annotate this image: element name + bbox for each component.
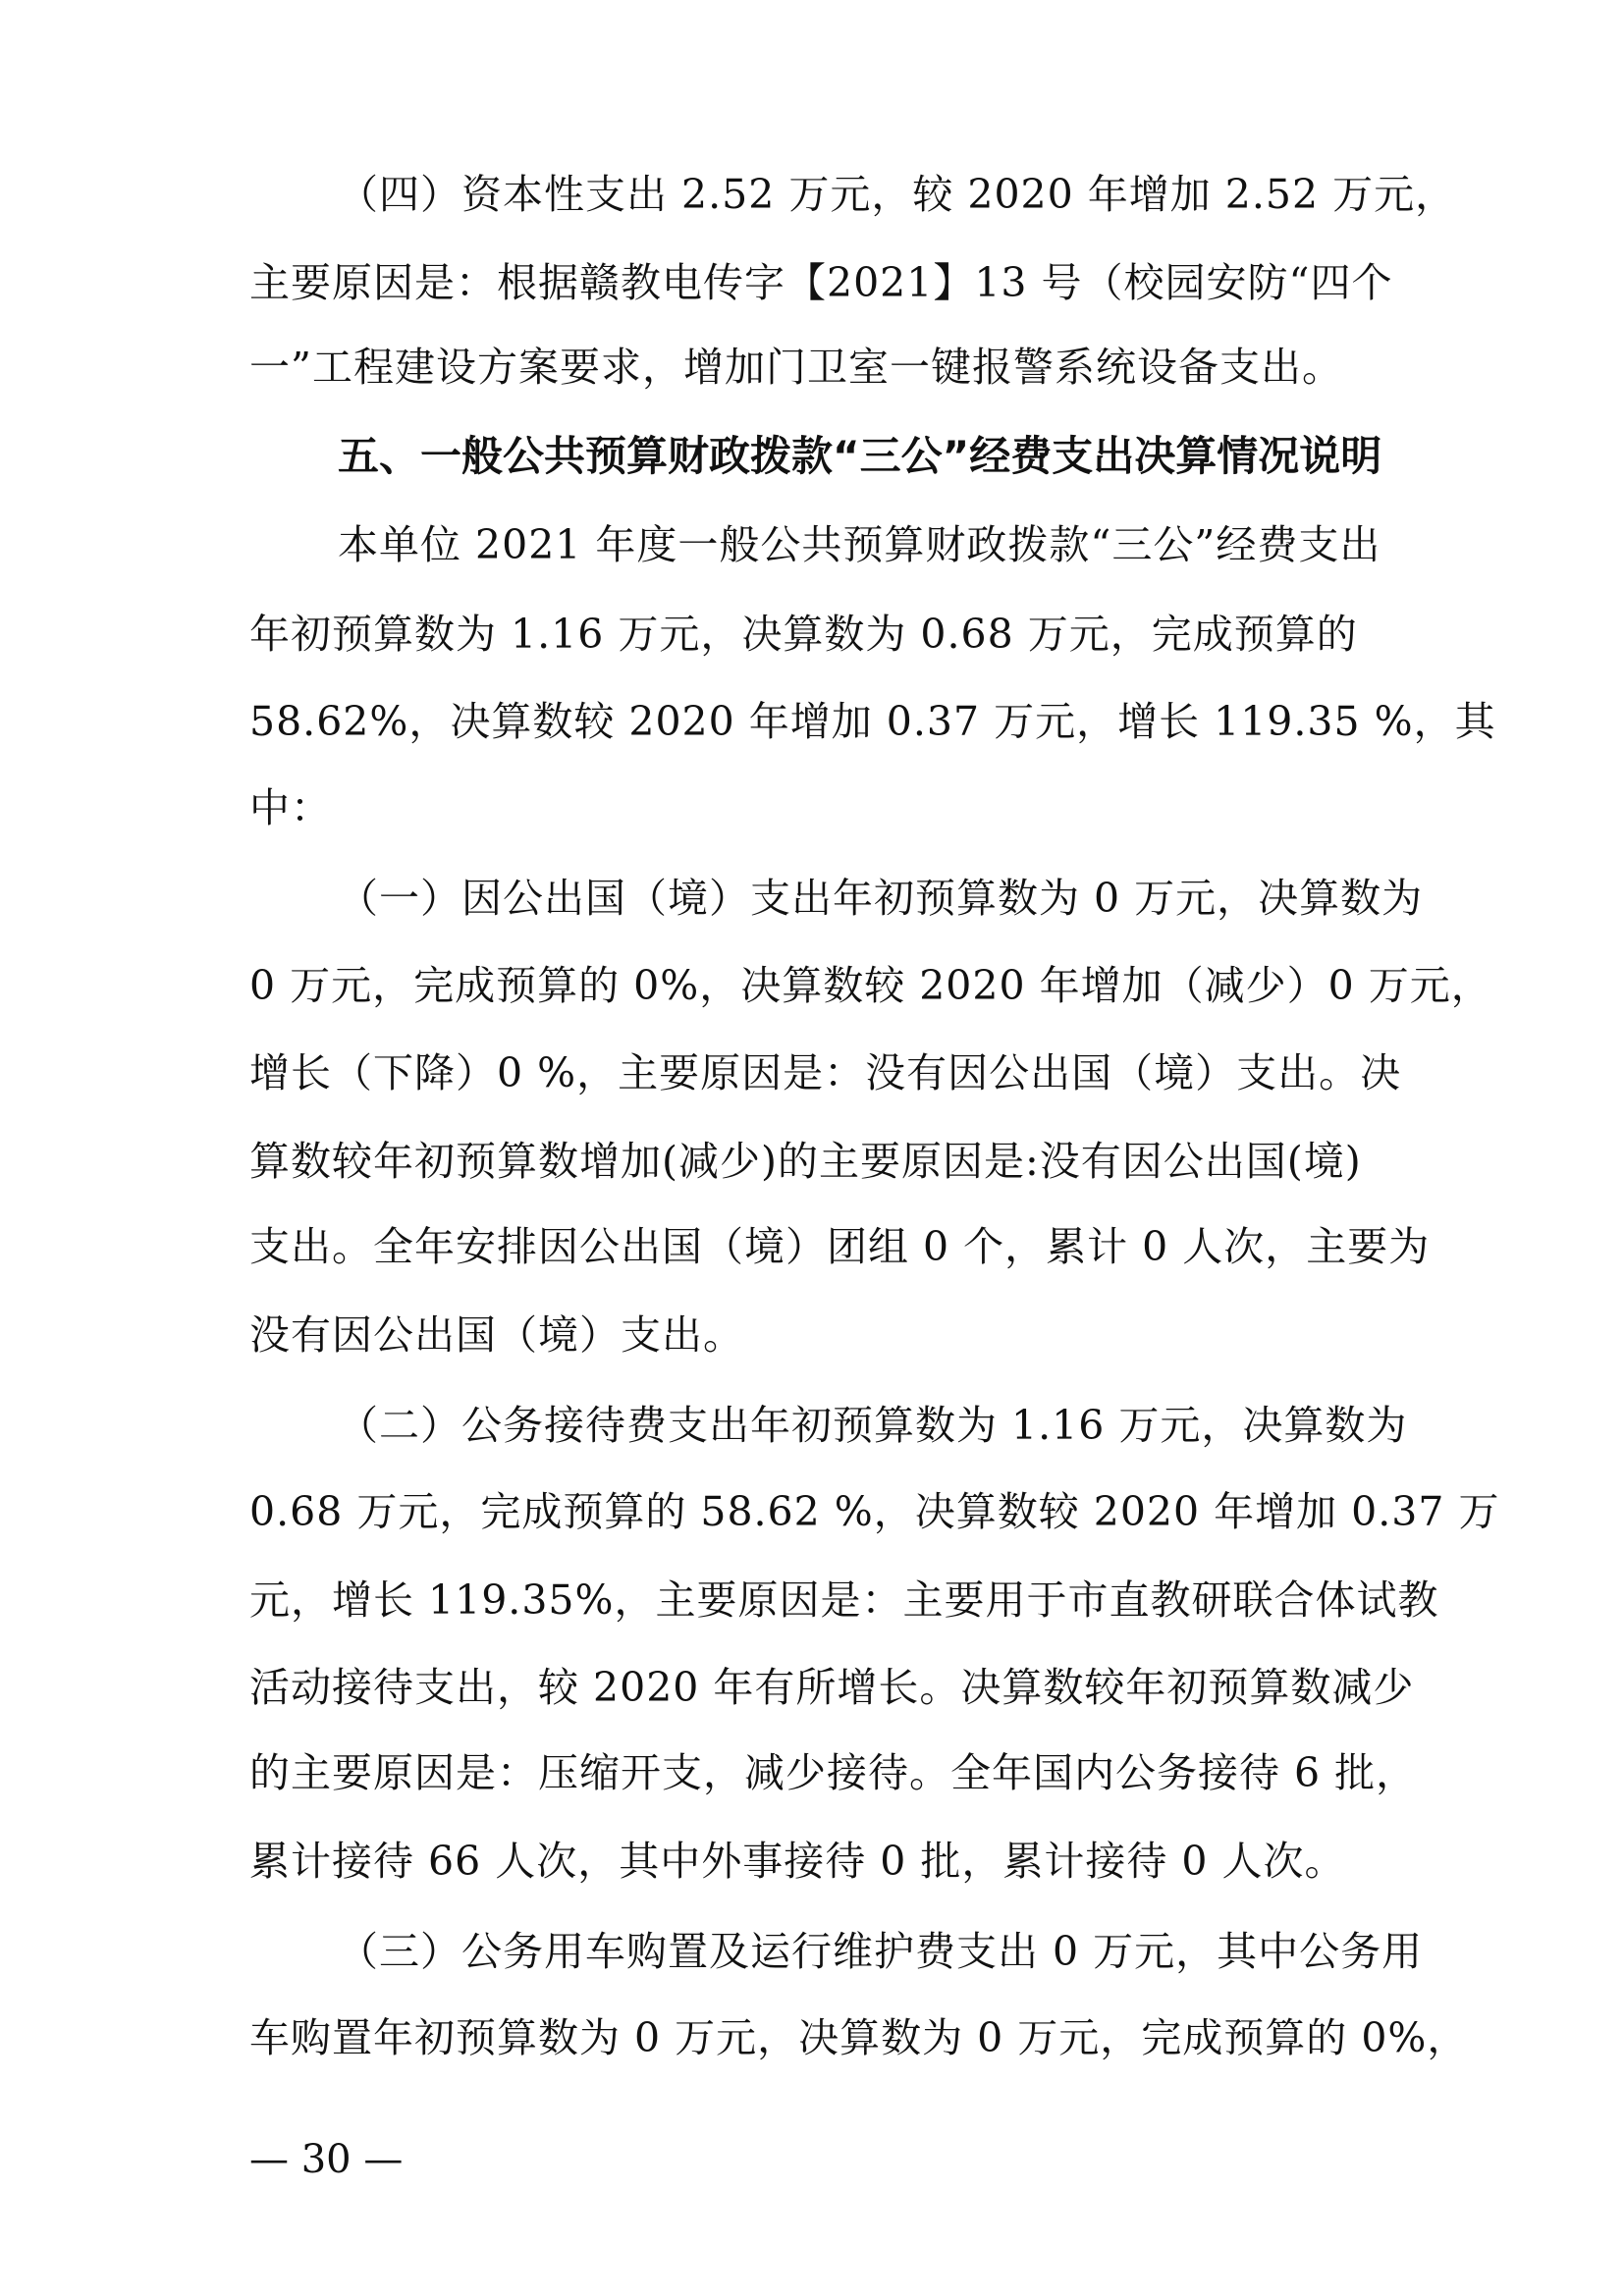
text-line: 0.68 万元，完成预算的 58.62 %，决算数较 2020 年增加 0.37 万 (249, 1488, 1500, 1535)
text-line: 本单位 2021 年度一般公共预算财政拨款“三公”经费支出 (338, 521, 1381, 568)
text-line: （四）资本性支出 2.52 万元，较 2020 年增加 2.52 万元， (338, 171, 1457, 218)
text-line: 算数较年初预算数增加(减少)的主要原因是:没有因公出国(境) (249, 1138, 1362, 1185)
text-line: 的主要原因是：压缩开支，减少接待。全年国内公务接待 6 批， (249, 1749, 1418, 1796)
text-line: （三）公务用车购置及运行维护费支出 0 万元，其中公务用 (338, 1928, 1424, 1975)
text-line: （二）公务接待费支出年初预算数为 1.16 万元，决算数为 (338, 1402, 1408, 1449)
text-line: 年初预算数为 1.16 万元，决算数为 0.68 万元，完成预算的 (249, 611, 1358, 658)
section-heading: 五、一般公共预算财政拨款“三公”经费支出决算情况说明 (338, 432, 1382, 480)
text-line: 增长（下降）0 %，主要原因是：没有因公出国（境）支出。决 (249, 1049, 1402, 1096)
text-line: 累计接待 66 人次，其中外事接待 0 批，累计接待 0 人次。 (249, 1838, 1346, 1885)
text-line: 主要原因是：根据赣教电传字【2021】13 号（校园安防“四个 (249, 259, 1393, 306)
text-line: 支出。全年安排因公出国（境）团组 0 个，累计 0 人次，主要为 (249, 1223, 1431, 1270)
text-line: 0 万元，完成预算的 0%，决算数较 2020 年增加（减少）0 万元， (249, 962, 1492, 1009)
text-line: 一”工程建设方案要求，增加门卫室一键报警系统设备支出。 (249, 344, 1343, 391)
text-line: 中： (249, 784, 332, 831)
text-line: 车购置年初预算数为 0 万元，决算数为 0 万元，完成预算的 0%， (249, 2014, 1469, 2061)
text-line: 活动接待支出，较 2020 年有所增长。决算数较年初预算数减少 (249, 1664, 1415, 1711)
text-line: 没有因公出国（境）支出。 (249, 1311, 744, 1359)
text-line: 58.62%，决算数较 2020 年增加 0.37 万元，增长 119.35 %，其 (249, 698, 1496, 745)
text-line: （一）因公出国（境）支出年初预算数为 0 万元，决算数为 (338, 875, 1424, 922)
page-number: — 30 — (249, 2137, 404, 2182)
text-line: 元，增长 119.35%，主要原因是：主要用于市直教研联合体试教 (249, 1576, 1439, 1624)
